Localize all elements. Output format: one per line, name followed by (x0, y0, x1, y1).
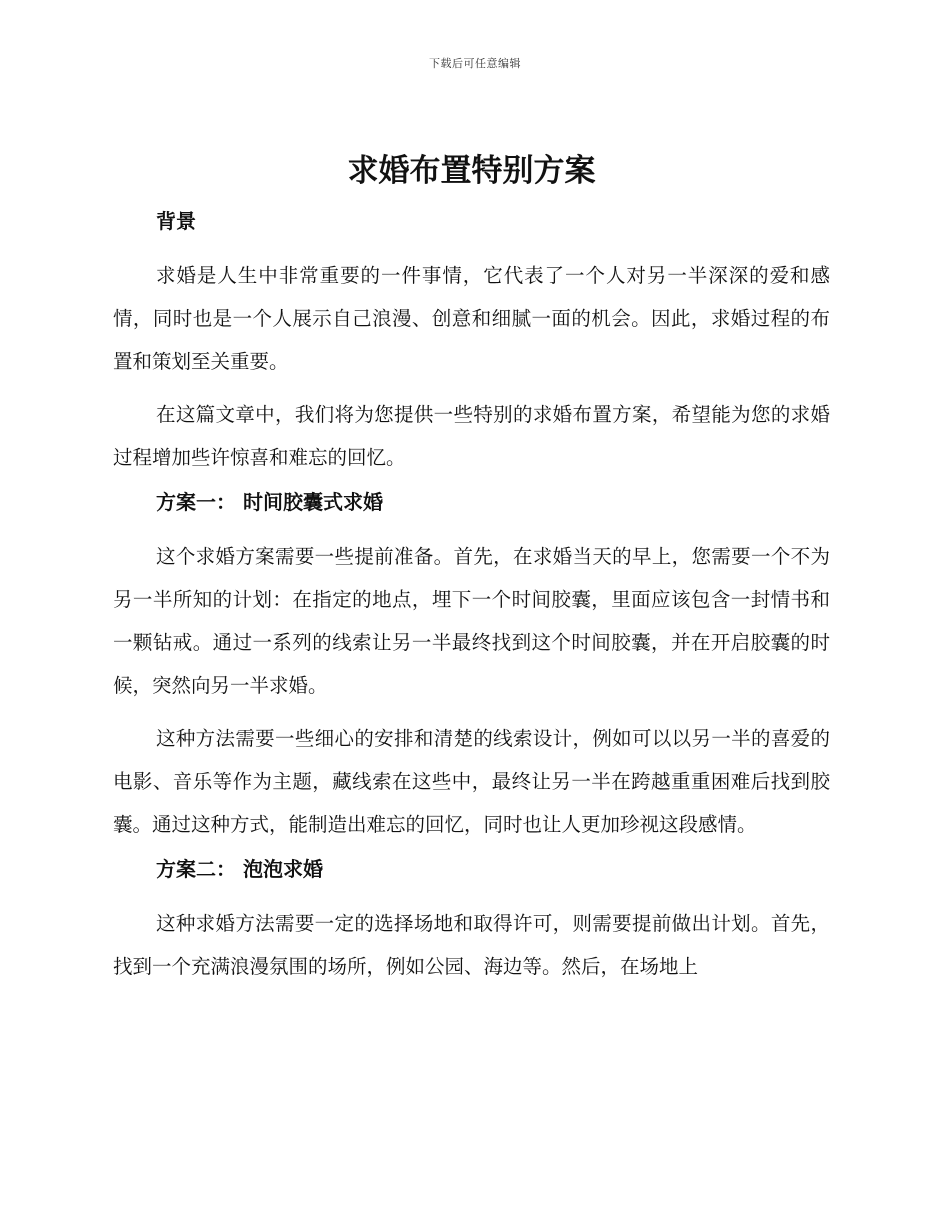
header-note: 下载后可任意编辑 (429, 57, 521, 70)
section-heading-plan-one: 方案一： 时间胶囊式求婚 (156, 490, 383, 514)
paragraph: 这种方法需要一些细心的安排和清楚的线索设计，例如可以以另一半的喜爱的电影、音乐等作为主题，藏线索在这些中，最终让另一半在跨越重重困难后找到胶囊。通过这种方式，能制造出难忘的回忆，同时也让人更加珍视这段感情。 (113, 727, 830, 836)
paragraph: 在这篇文章中，我们将为您提供一些特别的求婚布置方案，希望能为您的求婚过程增加些许惊喜和难忘的回忆。 (113, 403, 830, 469)
document-body (113, 148, 830, 988)
paragraph: 求婚是人生中非常重要的一件事情，它代表了一个人对另一半深深的爱和感情，同时也是一个人展示自己浪漫、创意和细腻一面的机会。因此，求婚过程的布置和策划至关重要。 (113, 264, 830, 373)
section-heading-background: 背景 (156, 209, 196, 233)
paragraph: 这种求婚方法需要一定的选择场地和取得许可，则需要提前做出计划。首先，找到一个充满浪漫氛围的场所，例如公园、海边等。然后，在场地上 (113, 912, 830, 978)
section-heading-plan-two: 方案二： 泡泡求婚 (156, 857, 323, 881)
paragraph: 这个求婚方案需要一些提前准备。首先，在求婚当天的早上，您需要一个不为另一半所知的计划：在指定的地点，埋下一个时间胶囊，里面应该包含一封情书和一颗钻戒。通过一系列的线索让另一半最终找到这个时间胶囊，并在开启胶囊的时候，突然向另一半求婚。 (113, 545, 830, 697)
document-title: 求婚布置特别方案 (347, 153, 596, 189)
